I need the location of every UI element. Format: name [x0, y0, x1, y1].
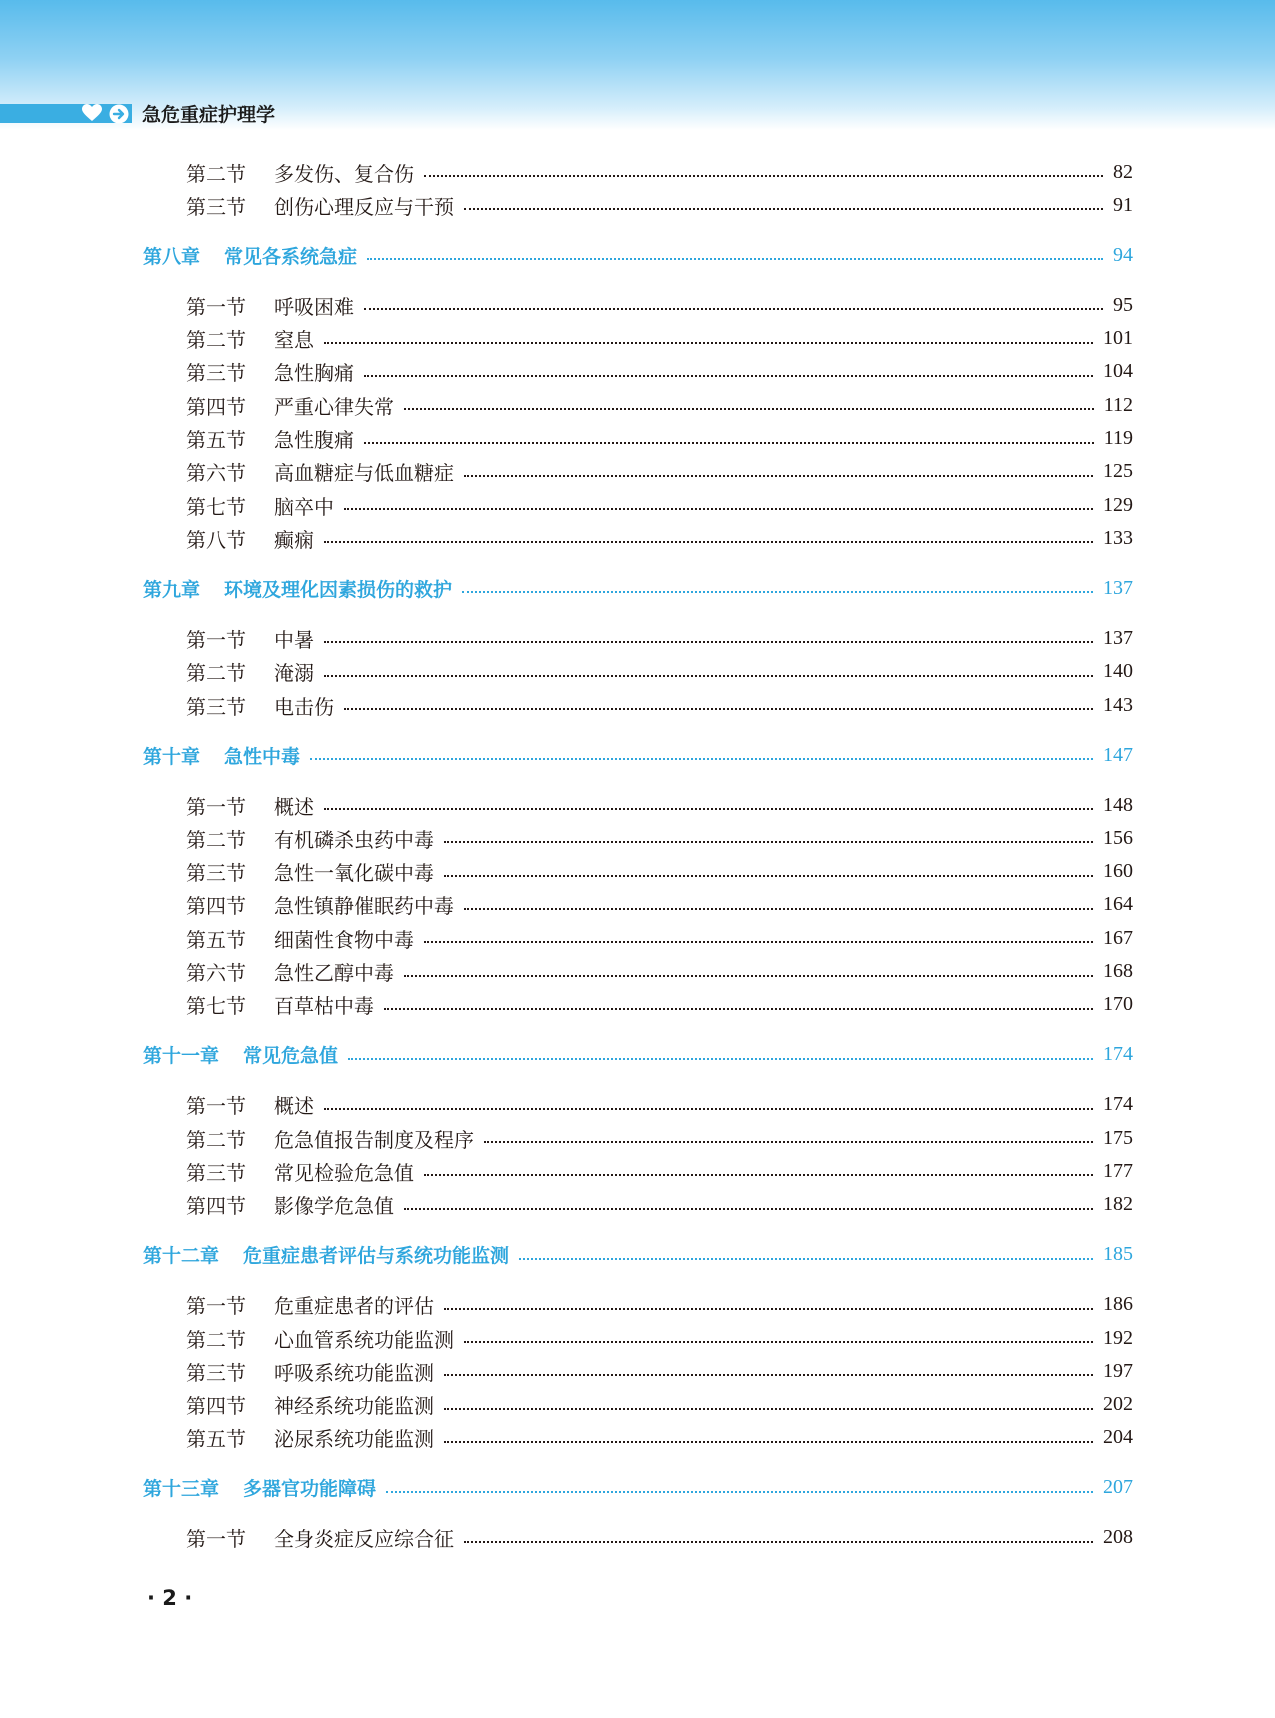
toc-section-row[interactable]: [143, 889, 1133, 921]
toc-leader-dots: [310, 758, 1093, 760]
toc-section-row[interactable]: [143, 1522, 1133, 1554]
toc-page-number: 174: [1103, 1043, 1133, 1066]
toc-section-title: 窒息: [274, 328, 314, 353]
toc-chapter-title: 多器官功能障碍: [243, 1478, 377, 1501]
toc-leader-dots: [404, 975, 1093, 977]
toc-section-number: 第一节: [186, 794, 246, 819]
toc-section-title: 急性乙醇中毒: [274, 961, 394, 985]
arrow-right-icon: [109, 104, 129, 124]
toc-page-number: 112: [1103, 393, 1133, 416]
toc-section-title: 神经系统功能监测: [274, 1394, 434, 1419]
toc-chapter-title: 环境及理化因素损伤的救护: [224, 578, 453, 601]
toc-section-number: 第三节: [186, 361, 246, 386]
toc-page-number: 119: [1103, 427, 1133, 449]
heart-icon: [82, 104, 102, 122]
toc-chapter-title: 常见危急值: [243, 1045, 339, 1068]
toc-leader-dots: [364, 375, 1093, 377]
toc-leader-dots: [424, 941, 1093, 943]
toc-chapter-title: 急性中毒: [224, 745, 301, 768]
toc-leader-dots: [444, 1408, 1093, 1410]
toc-section-row[interactable]: [143, 323, 1133, 355]
toc-page-number: 137: [1103, 576, 1133, 599]
toc-section-title: 危重症患者的评估: [274, 1294, 434, 1319]
toc-section-title: 概述: [274, 794, 314, 819]
toc-section-row[interactable]: [143, 989, 1133, 1021]
toc-section-number: 第四节: [186, 1194, 246, 1219]
toc-page-number: 129: [1103, 493, 1133, 516]
toc-section-number: 第二节: [186, 328, 246, 353]
toc-page-number: 133: [1103, 526, 1133, 549]
toc-leader-dots: [464, 908, 1093, 910]
toc-chapter-row[interactable]: [143, 572, 1133, 604]
toc-page-number: 182: [1103, 1193, 1133, 1216]
toc-section-number: 第三节: [186, 694, 246, 719]
toc-leader-dots: [386, 1491, 1093, 1493]
toc-page-number: 147: [1103, 743, 1133, 766]
toc-chapter-title: 危重症患者评估与系统功能监测: [243, 1245, 510, 1268]
toc-section-row[interactable]: [143, 1122, 1133, 1154]
toc-page-number: 148: [1103, 793, 1133, 816]
toc-section-number: 第五节: [186, 428, 246, 452]
toc-section-number: 第四节: [186, 1394, 246, 1419]
toc-section-row[interactable]: [143, 1355, 1133, 1387]
toc-section-number: 第三节: [186, 861, 246, 886]
toc-section-number: 第七节: [186, 494, 246, 519]
toc-leader-dots: [324, 808, 1093, 810]
toc-chapter-number: 第八章: [143, 245, 201, 268]
toc-leader-dots: [404, 408, 1094, 410]
toc-leader-dots: [344, 708, 1093, 710]
toc-leader-dots: [424, 175, 1103, 177]
toc-leader-dots: [404, 1208, 1093, 1210]
toc-chapter-row[interactable]: [143, 1472, 1133, 1504]
toc-leader-dots: [464, 1341, 1093, 1343]
toc-leader-dots: [444, 875, 1093, 877]
toc-section-number: 第二节: [186, 161, 246, 186]
toc-section-row[interactable]: [143, 289, 1133, 321]
toc-page-number: 91: [1113, 193, 1133, 216]
toc-section-row[interactable]: [143, 1422, 1133, 1454]
toc-section-row[interactable]: [143, 856, 1133, 888]
toc-section-number: 第六节: [186, 461, 246, 486]
toc-section-row[interactable]: [143, 622, 1133, 654]
toc-page-number: 94: [1113, 243, 1133, 266]
toc-section-title: 创伤心理反应与干预: [274, 194, 454, 219]
toc-section-number: 第三节: [186, 194, 246, 219]
toc-leader-dots: [444, 1308, 1093, 1310]
toc-section-number: 第三节: [186, 1360, 246, 1385]
toc-section-row[interactable]: [143, 423, 1133, 455]
toc-section-number: 第三节: [186, 1160, 246, 1185]
toc-chapter-row[interactable]: [143, 1039, 1133, 1071]
toc-leader-dots: [424, 1174, 1093, 1176]
toc-leader-dots: [444, 1374, 1093, 1376]
toc-leader-dots: [464, 208, 1103, 210]
toc-section-title: 常见检验危急值: [274, 1160, 414, 1185]
toc-page-number: 160: [1103, 860, 1133, 883]
toc-leader-dots: [324, 641, 1093, 643]
toc-section-row[interactable]: [143, 1289, 1133, 1321]
toc-section-title: 心血管系统功能监测: [274, 1327, 454, 1352]
toc-page-number: 156: [1103, 826, 1133, 849]
toc-leader-dots: [348, 1058, 1093, 1060]
toc-leader-dots: [464, 1541, 1093, 1543]
toc-section-title: 有机磷杀虫药中毒: [274, 827, 434, 852]
toc-leader-dots: [324, 1108, 1093, 1110]
toc-section-title: 急性一氧化碳中毒: [274, 861, 434, 886]
toc-section-title: 癫痫: [274, 527, 314, 552]
toc-section-title: 百草枯中毒: [274, 994, 374, 1019]
toc-section-number: 第六节: [186, 961, 246, 985]
toc-page-number: 202: [1103, 1393, 1133, 1416]
toc-section-number: 第八节: [186, 527, 246, 552]
toc-section-number: 第七节: [186, 994, 246, 1019]
toc-page-number: 164: [1103, 893, 1133, 916]
toc-section-row[interactable]: [143, 356, 1133, 388]
toc-section-row[interactable]: [143, 956, 1133, 988]
toc-page-number: 168: [1103, 960, 1133, 982]
toc-section-number: 第四节: [186, 894, 246, 919]
toc-page-number: 204: [1103, 1426, 1133, 1449]
toc-section-title: 概述: [274, 1094, 314, 1119]
toc-section-number: 第一节: [186, 294, 246, 319]
toc-section-title: 影像学危急值: [274, 1194, 394, 1219]
toc-section-number: 第二节: [186, 1327, 246, 1352]
toc-chapter-row[interactable]: [143, 1239, 1133, 1271]
toc-page-number: 101: [1103, 327, 1133, 350]
toc-section-number: 第二节: [186, 827, 246, 852]
toc-page-number: 174: [1103, 1093, 1133, 1116]
toc-page-number: 175: [1103, 1126, 1133, 1149]
toc-page-number: 192: [1103, 1326, 1133, 1349]
toc-section-title: 细菌性食物中毒: [274, 927, 414, 952]
toc-section-row[interactable]: [143, 1389, 1133, 1421]
toc-section-number: 第四节: [186, 394, 246, 419]
toc-section-row[interactable]: [143, 1155, 1133, 1187]
toc-page-number: 137: [1103, 626, 1133, 649]
toc-section-title: 高血糖症与低血糖症: [274, 461, 454, 486]
toc-section-title: 急性胸痛: [274, 361, 354, 386]
toc-leader-dots: [444, 1441, 1093, 1443]
toc-chapter-number: 第十三章: [143, 1478, 220, 1501]
toc-section-title: 中暑: [274, 627, 314, 652]
toc-section-row[interactable]: [143, 389, 1133, 421]
toc-leader-dots: [444, 841, 1093, 843]
toc-leader-dots: [364, 442, 1094, 444]
toc-section-title: 电击伤: [274, 694, 334, 719]
toc-page-number: 82: [1113, 160, 1133, 183]
toc-section-row[interactable]: [143, 456, 1133, 488]
toc-section-number: 第五节: [186, 1427, 246, 1452]
toc-section-row[interactable]: [143, 789, 1133, 821]
toc-page-number: 104: [1103, 360, 1133, 383]
toc-leader-dots: [324, 342, 1093, 344]
toc-section-number: 第二节: [186, 1127, 246, 1152]
toc-section-row[interactable]: [143, 656, 1133, 688]
toc-page-number: 177: [1103, 1159, 1133, 1182]
toc-chapter-number: 第十二章: [143, 1245, 220, 1268]
toc-chapter-title: 常见各系统急症: [224, 245, 358, 268]
toc-section-number: 第一节: [186, 1527, 246, 1552]
toc-section-number: 第二节: [186, 661, 246, 686]
toc-page-number: 197: [1103, 1359, 1133, 1382]
toc-page-number: 143: [1103, 693, 1133, 716]
toc-chapter-row[interactable]: [143, 739, 1133, 771]
toc-section-title: 呼吸困难: [274, 294, 354, 319]
toc-leader-dots: [324, 675, 1093, 677]
toc-page-number: 140: [1103, 660, 1133, 683]
toc-section-title: 急性腹痛: [274, 428, 354, 452]
toc-section-title: 危急值报告制度及程序: [274, 1127, 474, 1152]
toc-section-row[interactable]: [143, 156, 1133, 188]
toc-leader-dots: [484, 1141, 1093, 1143]
toc-section-title: 全身炎症反应综合征: [274, 1527, 454, 1552]
toc-section-row[interactable]: [143, 189, 1133, 221]
toc-page-number: 208: [1103, 1526, 1133, 1549]
toc-section-row[interactable]: [143, 1322, 1133, 1354]
toc-section-row[interactable]: [143, 922, 1133, 954]
toc-chapter-number: 第十章: [143, 745, 201, 768]
toc-chapter-number: 第十一章: [143, 1045, 220, 1068]
toc-section-title: 呼吸系统功能监测: [274, 1360, 434, 1385]
toc-leader-dots: [464, 475, 1093, 477]
toc-leader-dots: [364, 308, 1103, 310]
toc-section-row[interactable]: [143, 1189, 1133, 1221]
page-number: · 2 ·: [147, 1586, 193, 1610]
toc-leader-dots: [367, 258, 1103, 260]
toc-section-number: 第一节: [186, 627, 246, 652]
toc-section-row[interactable]: [143, 489, 1133, 521]
toc-section-number: 第五节: [186, 927, 246, 952]
toc-page-number: 125: [1103, 460, 1133, 483]
toc-section-number: 第一节: [186, 1094, 246, 1119]
toc-chapter-number: 第九章: [143, 578, 201, 601]
toc-page-number: 95: [1113, 293, 1133, 316]
toc-leader-dots: [519, 1258, 1093, 1260]
toc-section-row[interactable]: [143, 522, 1133, 554]
toc-leader-dots: [344, 508, 1093, 510]
toc-leader-dots: [462, 591, 1093, 593]
toc-leader-dots: [324, 541, 1093, 543]
toc-section-title: 泌尿系统功能监测: [274, 1427, 434, 1452]
toc-section-title: 急性镇静催眠药中毒: [274, 894, 454, 919]
book-title: 急危重症护理学: [142, 104, 276, 126]
toc-section-number: 第一节: [186, 1294, 246, 1319]
toc-page-number: 186: [1103, 1293, 1133, 1316]
toc-section-title: 严重心律失常: [274, 394, 394, 419]
toc-section-row[interactable]: [143, 1089, 1133, 1121]
toc-page-number: 185: [1103, 1243, 1133, 1266]
toc-page-number: 167: [1103, 926, 1133, 949]
toc-section-title: 脑卒中: [274, 494, 334, 519]
toc-page-number: 170: [1103, 993, 1133, 1016]
toc-section-row[interactable]: [143, 689, 1133, 721]
toc-page-number: 207: [1103, 1476, 1133, 1499]
toc-section-title: 多发伤、复合伤: [274, 161, 414, 186]
toc-chapter-row[interactable]: [143, 239, 1133, 271]
toc-section-row[interactable]: [143, 822, 1133, 854]
toc-section-title: 淹溺: [274, 661, 314, 686]
toc-leader-dots: [384, 1008, 1093, 1010]
